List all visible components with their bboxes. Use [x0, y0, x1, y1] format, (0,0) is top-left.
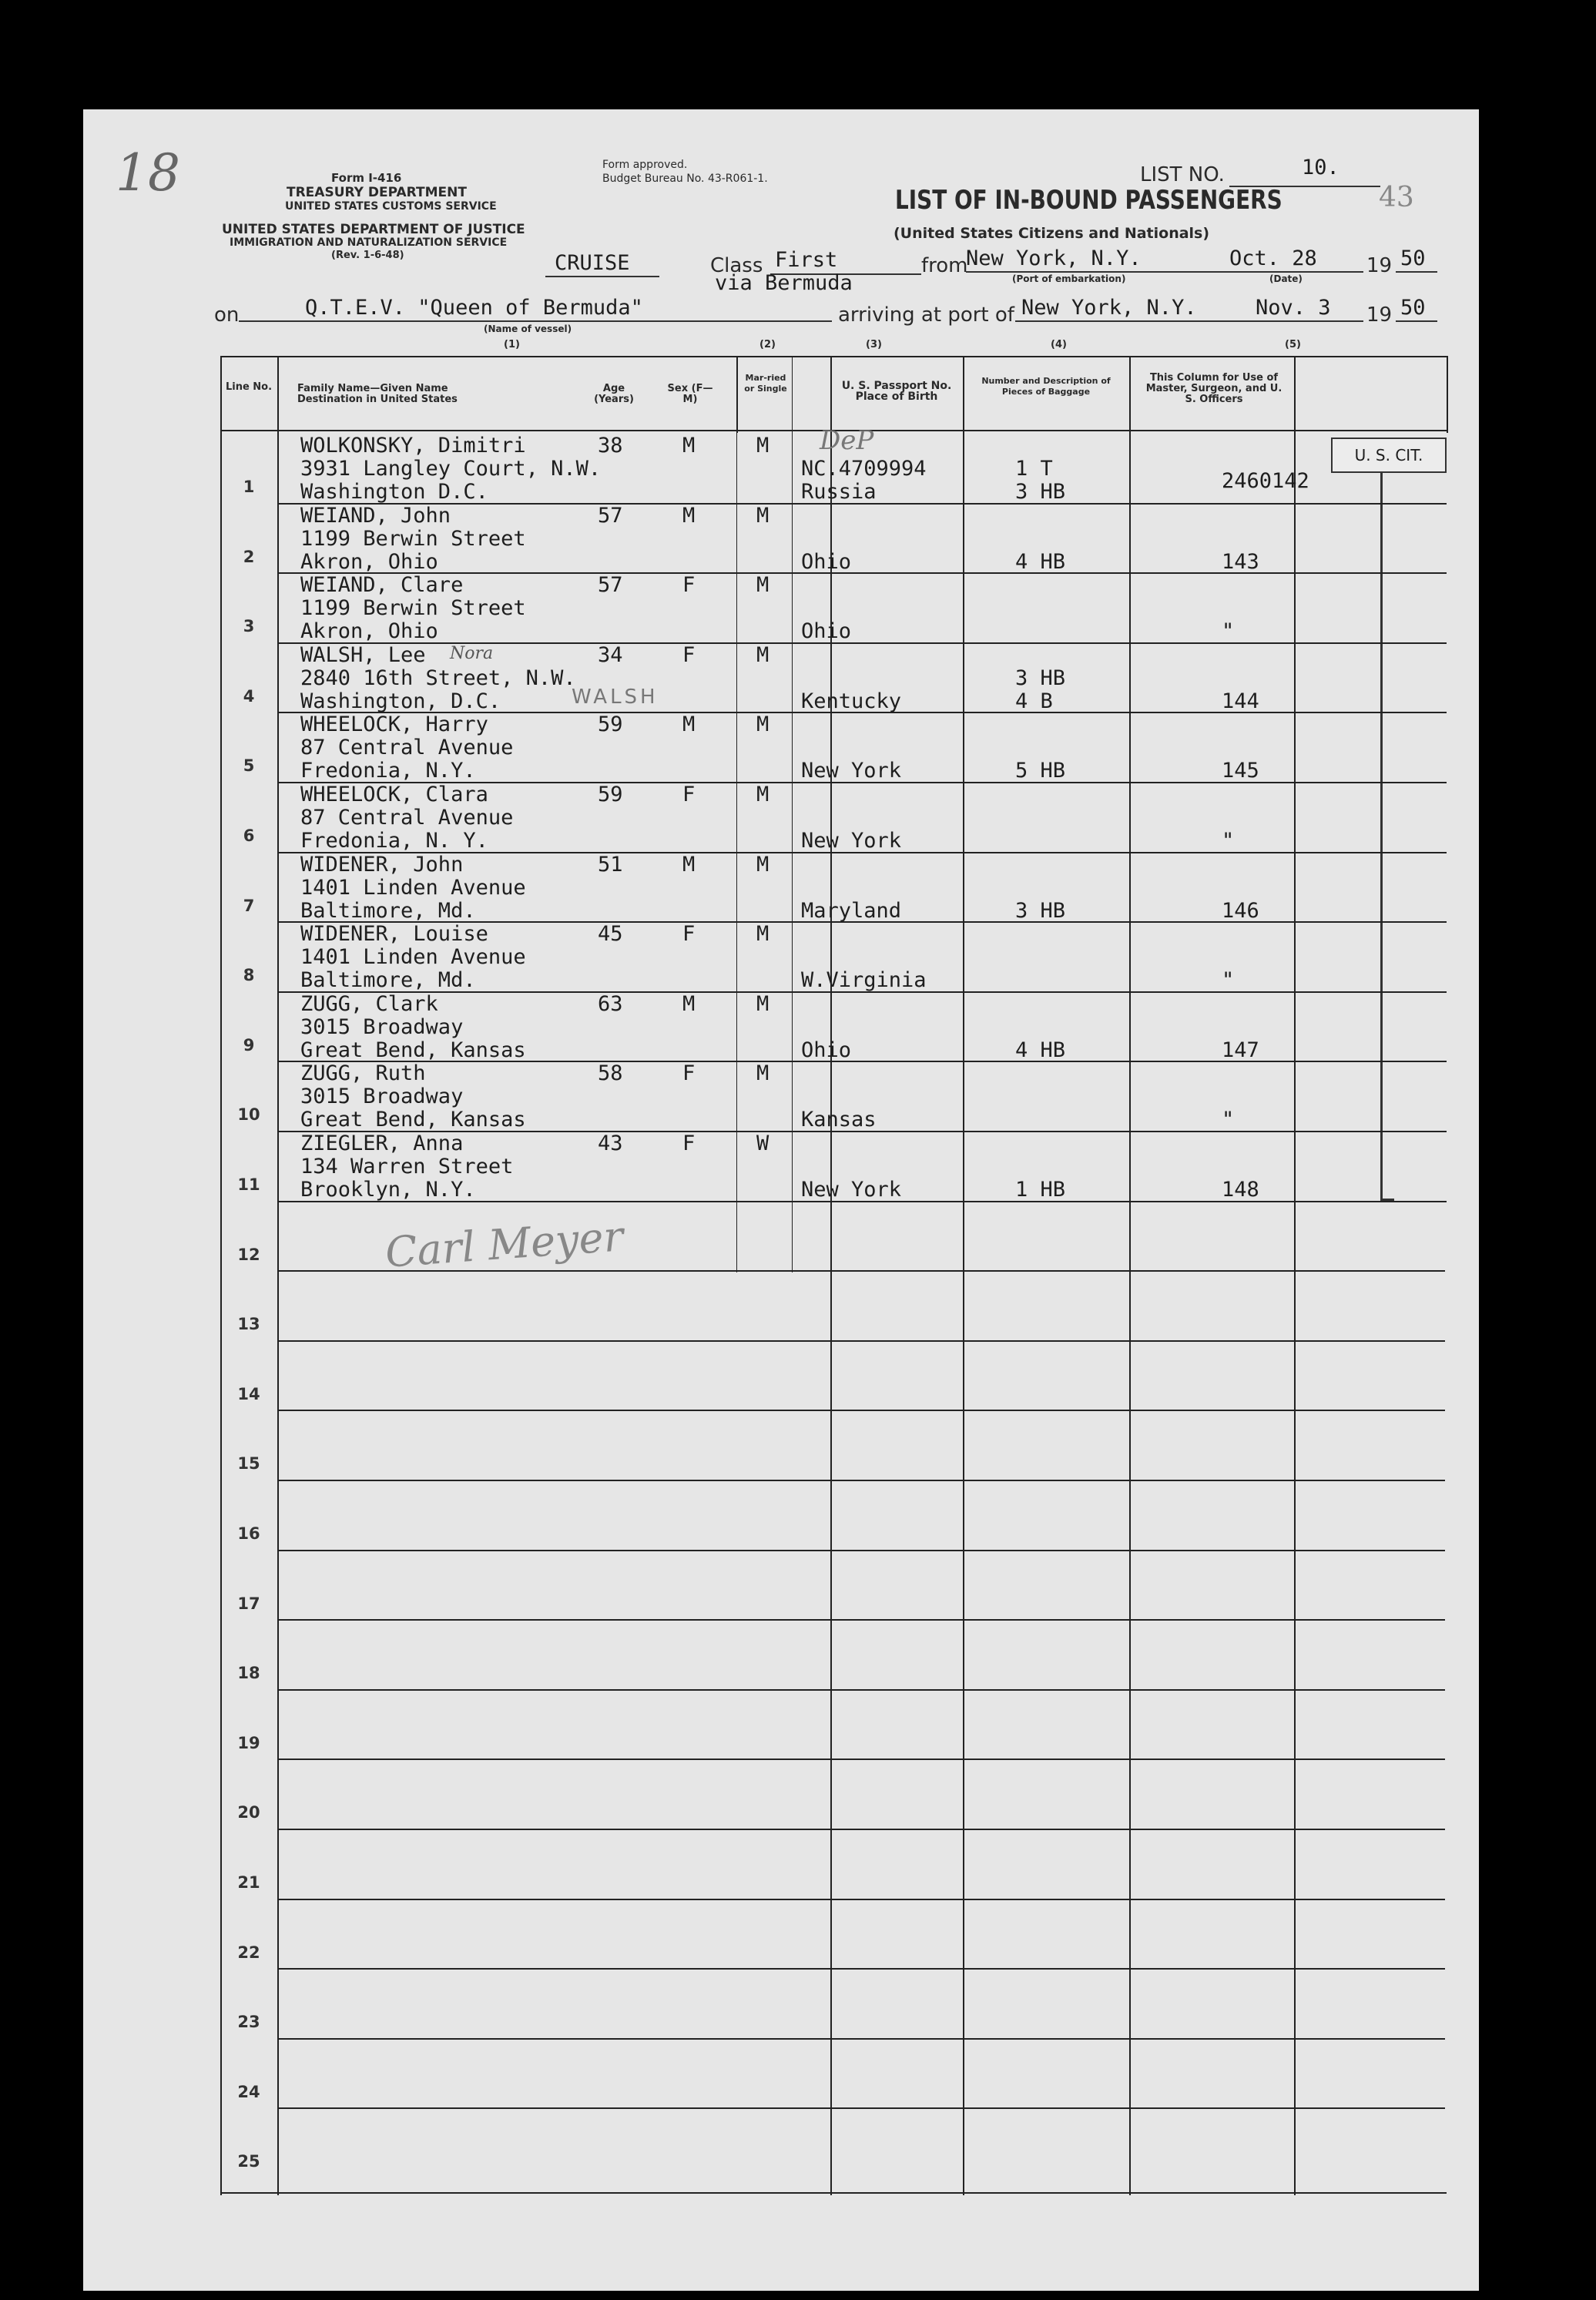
marital-status: M [756, 783, 770, 806]
marital-status: W [756, 1132, 770, 1155]
marital-status: M [756, 643, 770, 667]
from-label: from [921, 254, 968, 277]
customs-service: UNITED STATES CUSTOMS SERVICE [285, 200, 497, 213]
place-of-birth: Ohio [801, 619, 852, 643]
passenger-city: Fredonia, N. Y. [300, 829, 488, 853]
marital-status: M [756, 434, 770, 458]
passenger-city: Washington, D.C. [300, 689, 501, 713]
place-of-birth: Ohio [801, 1038, 852, 1062]
line-number: 20 [237, 1803, 260, 1822]
baggage-line-2: 1 HB [1015, 1178, 1066, 1202]
via-bermuda: via Bermuda [715, 271, 853, 295]
passenger-age: 43 [598, 1132, 623, 1155]
col-rule [277, 356, 279, 2195]
passenger-sex: M [682, 504, 696, 528]
officer-number: 2460142 [1222, 469, 1309, 493]
line-number: 14 [237, 1385, 260, 1403]
immigration-service: IMMIGRATION AND NATURALIZATION SERVICE [230, 236, 508, 249]
stamp-text: U. S. CIT. [1354, 446, 1423, 464]
passenger-age: 45 [598, 922, 623, 946]
line-number: 6 [243, 826, 255, 845]
passenger-city: Akron, Ohio [300, 550, 438, 574]
arriving-label: arriving at port of [838, 303, 1014, 327]
line-number: 24 [237, 2083, 260, 2101]
line-number: 15 [237, 1454, 260, 1473]
line-number: 25 [237, 2152, 260, 2171]
col-header-married: Mar-ried or Single [744, 373, 787, 394]
year-underline [1396, 271, 1437, 273]
passenger-name: WALSH, Lee [300, 643, 426, 667]
place-of-birth: New York [801, 759, 902, 783]
row-rule [277, 2038, 1445, 2040]
row-rule [277, 1968, 1445, 1970]
col-header-line: Line No. [225, 381, 273, 393]
embark-caption: (Port of embarkation) [1012, 273, 1126, 284]
baggage-line-2: 3 HB [1015, 899, 1066, 923]
passenger-sex: F [682, 643, 696, 667]
passenger-name: WHEELOCK, Harry [300, 712, 488, 736]
passenger-address: 1199 Berwin Street [300, 527, 526, 551]
arrival-year-underline [1396, 320, 1437, 322]
col-number-5: (5) [1285, 339, 1301, 350]
passenger-sex: F [682, 783, 696, 806]
col-header-officers: This Column for Use of Master, Surgeon, and U. S. Officers [1145, 372, 1282, 405]
passenger-age: 58 [598, 1061, 623, 1085]
officer-number: 144 [1222, 689, 1259, 713]
col-header-name: Family Name—Given Name Destination in United States [297, 383, 458, 405]
place-of-birth: Ohio [801, 550, 852, 574]
from-underline [966, 271, 1212, 273]
walsh-handwritten: WALSH [572, 686, 659, 709]
page-stamp: 43 [1379, 182, 1414, 213]
baggage-line-2: 4 HB [1015, 1038, 1066, 1062]
passenger-name: ZUGG, Ruth [300, 1061, 426, 1085]
place-of-birth: W.Virginia [801, 968, 927, 992]
col-rule [963, 356, 964, 2195]
departure-date: Oct. 28 [1229, 246, 1317, 270]
passenger-age: 34 [598, 643, 623, 667]
place-of-birth: New York [801, 829, 902, 853]
line-number: 18 [237, 1664, 260, 1682]
line-number: 1 [243, 478, 255, 496]
stamp-bracket [1380, 471, 1383, 1199]
passenger-city: Great Bend, Kansas [300, 1108, 526, 1132]
margin-note: 18 [116, 143, 180, 203]
page-title: LIST OF IN-BOUND PASSENGERS [895, 185, 1282, 216]
passenger-address: 87 Central Avenue [300, 736, 514, 759]
row-rule [277, 1759, 1445, 1760]
col-header-age: Age (Years) [594, 383, 634, 405]
arrival-year: 50 [1400, 296, 1426, 320]
from-value: New York, N.Y. [966, 246, 1142, 270]
year-prefix: 19 [1366, 254, 1393, 277]
form-number: Form I-416 [331, 171, 402, 185]
passenger-address: 3015 Broadway [300, 1015, 464, 1039]
col-header-sex: Sex (F—M) [667, 383, 713, 405]
passenger-age: 57 [598, 573, 623, 597]
officer-number: 147 [1222, 1038, 1259, 1062]
passenger-city: Brooklyn, N.Y. [300, 1178, 476, 1202]
passenger-name: WEIAND, Clare [300, 573, 464, 597]
passenger-sex: F [682, 1132, 696, 1155]
passenger-city: Washington D.C. [300, 480, 488, 504]
row-rule [277, 1340, 1445, 1342]
row-rule [277, 1899, 1445, 1900]
walsh-correction: Nora [450, 644, 494, 663]
line-number: 4 [243, 687, 255, 706]
passenger-address: 1401 Linden Avenue [300, 945, 526, 969]
marital-status: M [756, 1061, 770, 1085]
date-underline [1212, 271, 1363, 273]
row-rule [277, 1619, 1445, 1621]
passenger-age: 38 [598, 434, 623, 458]
passenger-sex: M [682, 853, 696, 877]
baggage-line-2: 3 HB [1015, 480, 1066, 504]
row-rule [277, 1270, 1445, 1272]
arrival-date: Nov. 3 [1256, 296, 1331, 320]
baggage-line-1: 1 T [1015, 457, 1053, 481]
class-value: First [775, 248, 838, 272]
line-number: 2 [243, 548, 255, 566]
arrival-year-prefix: 19 [1366, 303, 1393, 327]
officer-number: " [1222, 968, 1235, 992]
line-number: 17 [237, 1594, 260, 1613]
baggage-line-2: 5 HB [1015, 759, 1066, 783]
baggage-line-1: 3 HB [1015, 666, 1066, 690]
class-label: Class [710, 254, 763, 277]
line-number: 21 [237, 1873, 260, 1892]
passenger-sex: F [682, 573, 696, 597]
passenger-sex: M [682, 434, 696, 458]
line-number: 16 [237, 1524, 260, 1543]
officer-number: " [1222, 1108, 1235, 1132]
col-rule [792, 356, 793, 1272]
passenger-address: 1401 Linden Avenue [300, 876, 526, 900]
line-number: 22 [237, 1943, 260, 1962]
signature: Carl Meyer [384, 1212, 625, 1277]
marital-status: M [756, 504, 770, 528]
line-number: 10 [237, 1105, 260, 1124]
passenger-age: 59 [598, 783, 623, 806]
place-of-birth: Maryland [801, 899, 902, 923]
list-no-label: LIST NO. [1140, 163, 1225, 186]
arrival-underline [1015, 320, 1363, 322]
marital-status: M [756, 922, 770, 946]
officer-number: 148 [1222, 1178, 1259, 1202]
marital-status: M [756, 992, 770, 1016]
passenger-sex: F [682, 1061, 696, 1085]
line-number: 12 [237, 1246, 260, 1264]
line-number: 9 [243, 1036, 255, 1054]
officer-number: " [1222, 619, 1235, 643]
passenger-name: WOLKONSKY, Dimitri [300, 434, 526, 458]
line-number: 3 [243, 617, 255, 635]
passenger-address: 3015 Broadway [300, 1085, 464, 1108]
passenger-sex: M [682, 992, 696, 1016]
vessel-name: Q.T.E.V. "Queen of Bermuda" [305, 296, 643, 320]
passenger-city: Baltimore, Md. [300, 968, 476, 992]
passenger-age: 51 [598, 853, 623, 877]
passenger-name: WHEELOCK, Clara [300, 783, 488, 806]
passenger-sex: M [682, 712, 696, 736]
date-caption: (Date) [1269, 273, 1303, 284]
passenger-address: 3931 Langley Court, N.W. [300, 457, 602, 481]
table-bottom-rule [220, 2192, 1447, 2194]
table-right-rule [1447, 356, 1448, 433]
col-rule [1129, 356, 1131, 2195]
marital-status: M [756, 712, 770, 736]
col-number-2: (2) [759, 339, 776, 350]
row-rule [277, 1550, 1445, 1551]
col-rule [736, 356, 738, 433]
officer-number: 143 [1222, 550, 1259, 574]
row-rule [277, 1689, 1445, 1691]
place-of-birth: New York [801, 1178, 902, 1202]
passenger-city: Baltimore, Md. [300, 899, 476, 923]
row-rule [277, 1410, 1445, 1411]
officer-number: 145 [1222, 759, 1259, 783]
col-number-1: (1) [504, 339, 520, 350]
line-number: 19 [237, 1734, 260, 1752]
row-rule [277, 1480, 1445, 1481]
budget-bureau: Budget Bureau No. 43-R061-1. [602, 173, 768, 185]
passenger-age: 59 [598, 712, 623, 736]
row-rule [277, 2107, 1445, 2109]
form-approved: Form approved. [602, 159, 688, 171]
passenger-name: ZUGG, Clark [300, 992, 438, 1016]
vessel-underline [239, 320, 832, 322]
passenger-name: WIDENER, John [300, 853, 464, 877]
cruise-label: CRUISE [555, 251, 630, 275]
departure-year: 50 [1400, 246, 1426, 270]
officer-number: " [1222, 829, 1235, 853]
revision-date: (Rev. 1-6-48) [331, 250, 404, 261]
passenger-city: Fredonia, N.Y. [300, 759, 476, 783]
row-rule [277, 1829, 1445, 1830]
line-number: 11 [237, 1175, 260, 1194]
on-label: on [214, 303, 240, 327]
passenger-address: 1199 Berwin Street [300, 596, 526, 620]
col-header-baggage: Number and Description of Pieces of Baggage [981, 376, 1111, 397]
baggage-line-2: 4 HB [1015, 550, 1066, 574]
passenger-age: 63 [598, 992, 623, 1016]
list-no-value: 10. [1302, 156, 1340, 179]
passenger-name: ZIEGLER, Anna [300, 1132, 464, 1155]
baggage-line-2: 4 B [1015, 689, 1053, 713]
col-header-passport: U. S. Passport No. Place of Birth [841, 380, 952, 403]
place-of-birth: Kansas [801, 1108, 877, 1132]
place-of-birth: Russia [801, 480, 877, 504]
passenger-city: Akron, Ohio [300, 619, 438, 643]
passenger-name: WEIAND, John [300, 504, 451, 528]
passenger-address: 2840 16th Street, N.W. [300, 666, 576, 690]
line-number: 8 [243, 966, 255, 984]
passenger-address: 134 Warren Street [300, 1155, 514, 1178]
line-number: 7 [243, 897, 255, 915]
row-rule [277, 642, 1447, 644]
col-number-4: (4) [1051, 339, 1067, 350]
place-of-birth: Kentucky [801, 689, 902, 713]
passenger-sex: F [682, 922, 696, 946]
passport-number: NC.4709994 [801, 457, 927, 481]
col-rule [1294, 356, 1296, 2195]
passport-handnote: DeP [820, 425, 874, 456]
officer-number: 146 [1222, 899, 1259, 923]
marital-status: M [756, 853, 770, 877]
line-number: 5 [243, 756, 255, 775]
vessel-caption: (Name of vessel) [484, 324, 572, 334]
arrival-port: New York, N.Y. [1021, 296, 1197, 320]
passenger-city: Great Bend, Kansas [300, 1038, 526, 1062]
page-subtitle: (United States Citizens and Nationals) [894, 225, 1210, 242]
us-citizen-stamp [1331, 438, 1447, 473]
line-number: 13 [237, 1315, 260, 1333]
passenger-address: 87 Central Avenue [300, 806, 514, 830]
justice-department: UNITED STATES DEPARTMENT OF JUSTICE [222, 222, 525, 237]
cruise-underline [545, 276, 659, 277]
treasury-department: TREASURY DEPARTMENT [287, 185, 467, 200]
passenger-age: 57 [598, 504, 623, 528]
table-top-rule [220, 356, 1447, 357]
col-number-3: (3) [866, 339, 882, 350]
passenger-name: WIDENER, Louise [300, 922, 488, 946]
line-number: 23 [237, 2013, 260, 2031]
marital-status: M [756, 573, 770, 597]
